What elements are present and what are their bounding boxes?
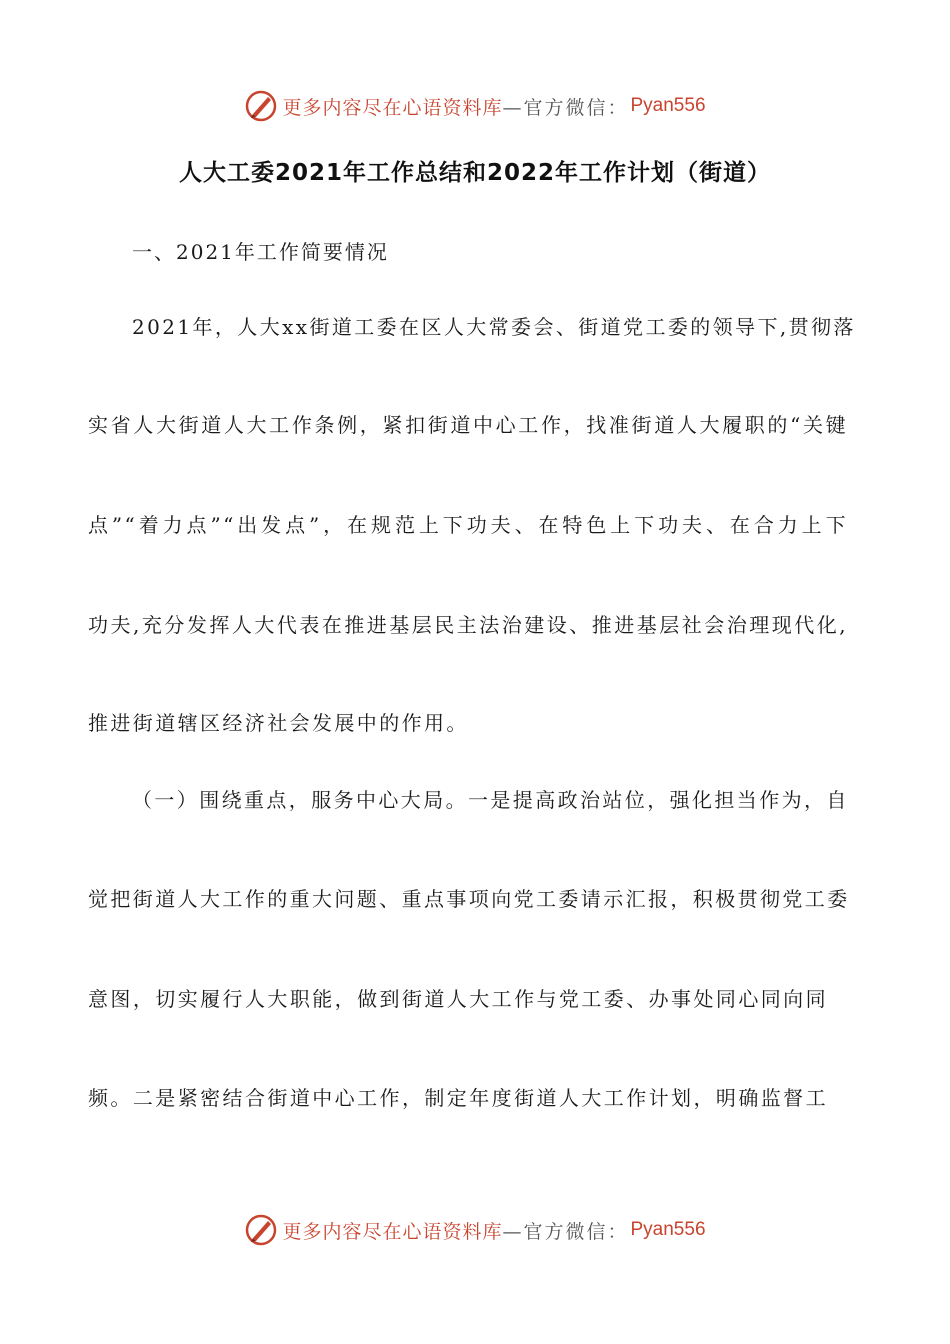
paragraph-line: 意图，切实履行人大职能，做到街道人大工作与党工委、办事处同心同向同	[88, 987, 828, 1011]
watermark-brand-text: 更多内容尽在心语资料库	[282, 1220, 503, 1243]
paragraph-line: 点”“着力点”“出发点”，在规范上下功夫、在特色上下功夫、在合力上下	[88, 513, 848, 537]
watermark-footer	[0, 1210, 950, 1250]
document-title: 人大工委2021年工作总结和2022年工作计划（街道）	[178, 160, 772, 186]
paragraph-line: （一）围绕重点，服务中心大局。一是提高政治站位，强化担当作为，自	[132, 788, 849, 812]
watermark-brand-text: 更多内容尽在心语资料库	[282, 96, 503, 119]
paragraph-line: 2021年，人大xx街道工委在区人大常委会、街道党工委的领导下,贯彻落	[132, 315, 856, 339]
watermark-wechat-id: Pyan556	[630, 95, 706, 116]
watermark-wechat-id: Pyan556	[630, 1219, 706, 1240]
paragraph-line: 功夫,充分发挥人大代表在推进基层民主法治建设、推进基层社会治理现代化,	[88, 613, 848, 637]
paragraph-line: 实省人大街道人大工作条例，紧扣街道中心工作，找准街道人大履职的“关键	[88, 413, 848, 437]
paragraph-line: 推进街道辖区经济社会发展中的作用。	[88, 711, 469, 735]
paragraph-line: 觉把街道人大工作的重大问题、重点事项向党工委请示汇报，积极贯彻党工委	[88, 887, 850, 911]
watermark-header	[0, 86, 950, 126]
pen-logo-icon	[244, 89, 278, 123]
paragraph-line: 频。二是紧密结合街道中心工作，制定年度街道人大工作计划，明确监督工	[88, 1086, 828, 1110]
watermark-label-text: —官方微信：	[502, 1220, 629, 1243]
section-heading: 一、2021年工作简要情况	[132, 240, 389, 264]
watermark-label-text: —官方微信：	[502, 96, 629, 119]
pen-logo-icon	[244, 1213, 278, 1247]
